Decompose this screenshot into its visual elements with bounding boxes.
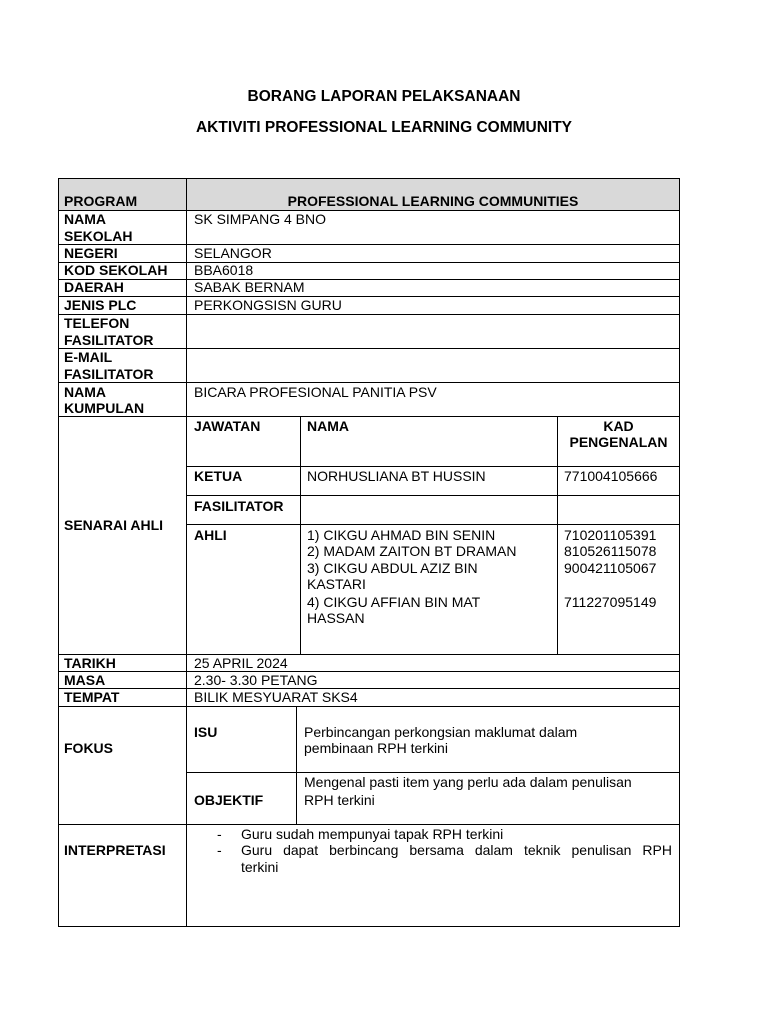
members-col-divider	[557, 416, 558, 654]
row-line	[58, 688, 679, 689]
masa-label: MASA	[64, 672, 106, 688]
interpretasi-item-2-line-1: Guru dapat berbincang bersama dalam teknik penulisan RPH	[241, 842, 672, 858]
ahli-nama-line: 1) CIKGU AHMAD BIN SENIN	[307, 527, 496, 543]
nama-sekolah-label-2: SEKOLAH	[64, 228, 133, 244]
row-line	[58, 244, 679, 245]
kad-header-1: KAD	[603, 418, 634, 434]
bullet-dash: -	[217, 842, 222, 858]
tarikh-label: TARIKH	[64, 655, 116, 671]
row-line	[58, 654, 679, 655]
label-column-divider	[186, 178, 187, 926]
members-row-line	[187, 466, 679, 467]
ketua-nama: NORHUSLIANA BT HUSSIN	[307, 468, 486, 484]
masa-value: 2.30- 3.30 PETANG	[194, 672, 318, 688]
program-value: PROFESSIONAL LEARNING COMMUNITIES	[287, 193, 579, 209]
fokus-label: FOKUS	[64, 740, 113, 756]
row-line	[58, 416, 679, 417]
interpretasi-item-2-line-2: terkini	[241, 859, 279, 875]
ahli-nama-line: 4) CIKGU AFFIAN BIN MAT	[307, 594, 481, 610]
row-line	[58, 671, 679, 672]
members-row-line	[187, 524, 679, 525]
jenis-plc-value: PERKONGSISN GURU	[194, 297, 342, 313]
ahli-kad-line: 900421105067	[564, 560, 657, 576]
form-subtitle: AKTIVITI PROFESSIONAL LEARNING COMMUNITY	[195, 119, 573, 136]
row-line	[58, 824, 679, 825]
tempat-value: BILIK MESYUARAT SKS4	[194, 689, 358, 705]
row-line	[58, 296, 679, 297]
row-line	[58, 706, 679, 707]
ahli-nama-line: 3) CIKGU ABDUL AZIZ BIN	[307, 560, 478, 576]
kod-sekolah-value: BBA6018	[194, 262, 254, 278]
nama-kumpulan-label-1: NAMA	[64, 384, 106, 400]
objektif-text-1: Mengenal pasti item yang perlu ada dalam penulisan	[304, 774, 632, 790]
nama-header: NAMA	[307, 418, 349, 434]
ahli-kad-line: 810526115078	[564, 543, 657, 559]
ahli-nama-line: HASSAN	[307, 610, 365, 626]
kad-header-2: PENGENALAN	[569, 434, 668, 450]
ketua-kad: 771004105666	[564, 468, 658, 484]
negeri-value: SELANGOR	[194, 245, 272, 261]
nama-kumpulan-label-2: KUMPULAN	[64, 400, 145, 416]
program-label: PROGRAM	[64, 193, 138, 209]
ahli-nama-line: 2) MADAM ZAITON BT DRAMAN	[307, 543, 517, 559]
negeri-label: NEGERI	[64, 245, 118, 261]
isu-label: ISU	[194, 724, 218, 740]
telefon-label-1: TELEFON	[64, 315, 130, 331]
members-col-divider	[300, 416, 301, 654]
fasilitator-label: FASILITATOR	[194, 498, 284, 514]
interpretasi-item-1: Guru sudah mempunyai tapak RPH terkini	[241, 826, 504, 842]
daerah-value: SABAK BERNAM	[194, 279, 305, 295]
ketua-label: KETUA	[194, 468, 243, 484]
focus-col-divider	[296, 706, 297, 824]
focus-row-line	[187, 772, 679, 773]
isu-text-1: Perbincangan perkongsian maklumat dalam	[304, 724, 578, 740]
form-title: BORANG LAPORAN PELAKSANAAN	[247, 88, 521, 105]
nama-kumpulan-value: BICARA PROFESIONAL PANITIA PSV	[194, 384, 437, 400]
ahli-nama-line: KASTARI	[307, 576, 366, 592]
row-line	[58, 314, 679, 315]
isu-text-2: pembinaan RPH terkini	[304, 740, 448, 756]
objektif-text-2: RPH terkini	[304, 792, 375, 808]
row-line	[58, 279, 679, 280]
email-label-1: E-MAIL	[64, 349, 113, 365]
telefon-label-2: FASILITATOR	[64, 332, 154, 348]
objektif-label: OBJEKTIF	[194, 792, 264, 808]
ahli-kad-line: 711227095149	[564, 594, 657, 610]
row-line	[58, 210, 679, 211]
members-row-line	[187, 495, 679, 496]
kod-sekolah-label: KOD SEKOLAH	[64, 262, 168, 278]
ahli-label: AHLI	[194, 527, 227, 543]
bullet-dash: -	[217, 826, 222, 842]
senarai-ahli-label: SENARAI AHLI	[64, 517, 164, 533]
nama-sekolah-label-1: NAMA	[64, 211, 106, 227]
interpretasi-label: INTERPRETASI	[64, 842, 166, 858]
email-label-2: FASILITATOR	[64, 366, 154, 382]
jenis-plc-label: JENIS PLC	[64, 297, 137, 313]
jawatan-header: JAWATAN	[194, 418, 261, 434]
nama-sekolah-value: SK SIMPANG 4 BNO	[194, 211, 326, 227]
ahli-kad-line: 710201105391	[564, 527, 657, 543]
tarikh-value: 25 APRIL 2024	[194, 655, 288, 671]
daerah-label: DAERAH	[64, 279, 124, 295]
tempat-label: TEMPAT	[64, 689, 120, 705]
